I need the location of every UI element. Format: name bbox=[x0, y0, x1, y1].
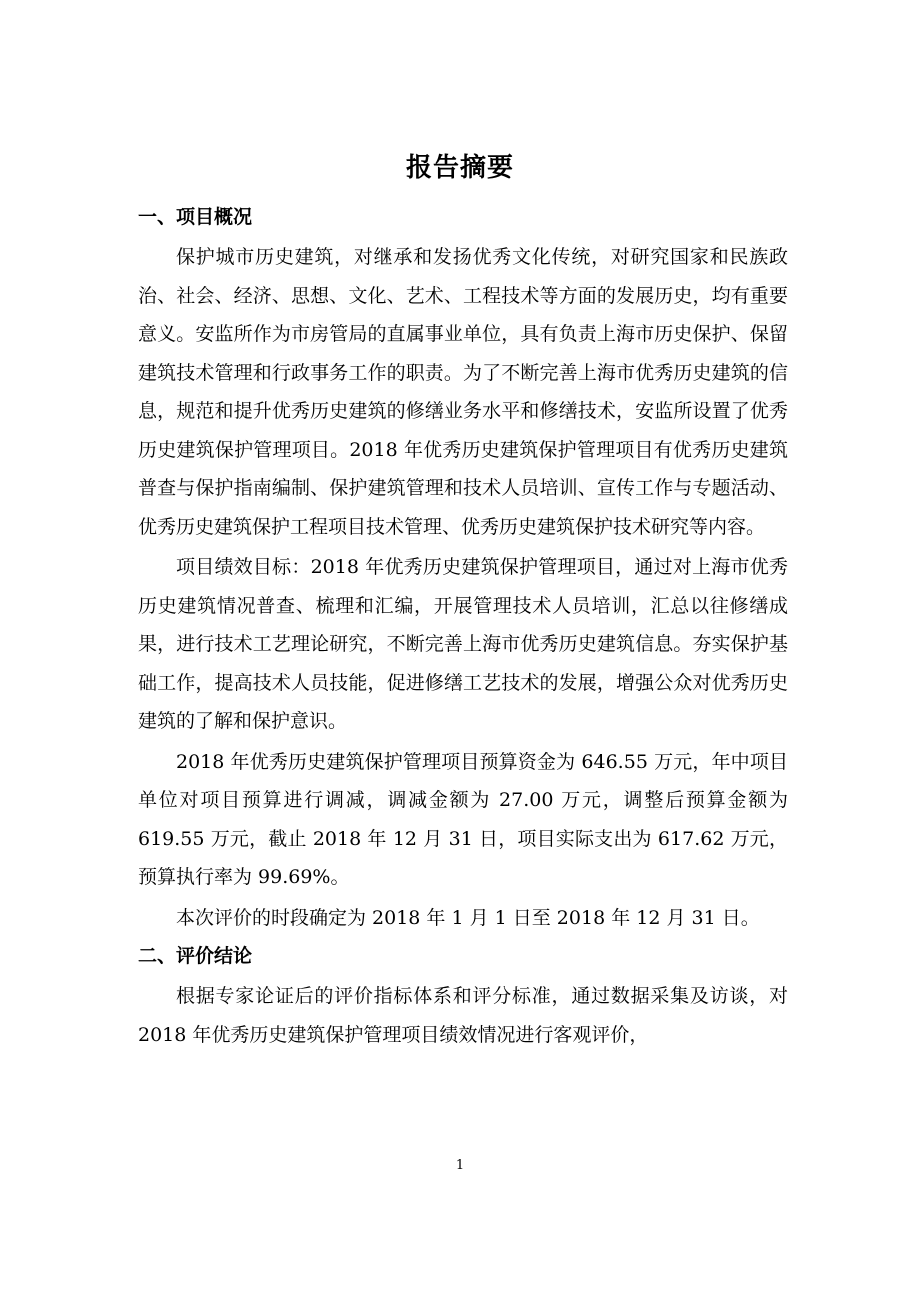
paragraph-project-background: 保护城市历史建筑，对继承和发扬优秀文化传统，对研究国家和民族政治、社会、经济、思想、文化、艺术、工程技术等方面的发展历史，均有重要意义。安监所作为市房管局的直属事业单位，具有负责上海市历史保护、保留建筑技术管理和行政事务工作的职责。为了不断完善上海市优秀历史建筑的信息，规范和提升优秀历史建筑的修缮业务水平和修缮技术，安监所设置了优秀历史建筑保护管理项目。2018 年优秀历史建筑保护管理项目有优秀历史建筑普查与保护指南编制、保护建筑管理和技术人员培训、宣传工作与专题活动、优秀历史建筑保护工程项目技术管理、优秀历史建筑保护技术研究等内容。 bbox=[138, 246, 788, 538]
paragraph-performance-goal: 项目绩效目标：2018 年优秀历史建筑保护管理项目，通过对上海市优秀历史建筑情况普查、梳理和汇编，开展管理技术人员培训，汇总以往修缮成果，进行技术工艺理论研究，不断完善上海市优秀历史建筑信息。夯实保护基础工作，提高技术人员技能，促进修缮工艺技术的发展，增强公众对优秀历史建筑的了解和保护意识。 bbox=[138, 556, 788, 732]
section-heading-evaluation-conclusion: 二、评价结论 bbox=[138, 945, 253, 967]
section-heading-project-overview: 一、项目概况 bbox=[138, 206, 253, 228]
paragraph-budget: 2018 年优秀历史建筑保护管理项目预算资金为 646.55 万元，年中项目单位对项目预算进行调减，调减金额为 27.00 万元，调整后预算金额为 619.55 万元，截止 2018 年 12 月 31 日，项目实际支出为 617.62 万元，预算执行率为 99.69%。 bbox=[138, 750, 788, 888]
page-number: 1 bbox=[455, 1158, 465, 1173]
paragraph-evaluation-method: 根据专家论证后的评价指标体系和评分标准，通过数据采集及访谈，对 2018 年优秀历史建筑保护管理项目绩效情况进行客观评价， bbox=[138, 985, 788, 1046]
document-body bbox=[138, 200, 788, 1056]
paragraph-evaluation-period: 本次评价的时段确定为 2018 年 1 月 1 日至 2018 年 12 月 31 日。 bbox=[176, 906, 760, 929]
page-title: 报告摘要 bbox=[405, 153, 514, 183]
